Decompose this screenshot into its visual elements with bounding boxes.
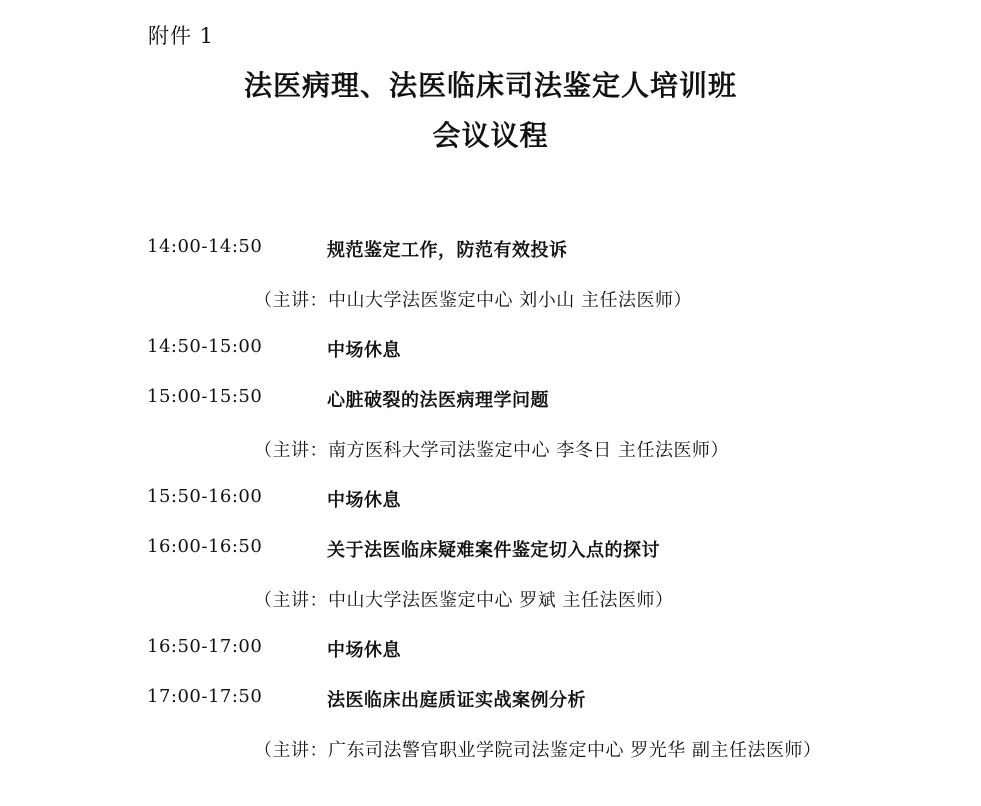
agenda-speaker: [0, 586, 981, 616]
agenda-speaker: [0, 736, 981, 766]
session-time: 14:00-14:50: [147, 236, 263, 257]
session-time: 16:00-16:50: [147, 536, 263, 557]
session-time: 16:50-17:00: [147, 636, 263, 657]
speaker-info: （主讲：南方医科大学司法鉴定中心 李冬日 主任法医师）: [254, 440, 729, 461]
session-topic: 中场休息: [327, 490, 401, 511]
session-time: 14:50-15:00: [147, 336, 263, 357]
session-topic: 心脏破裂的法医病理学问题: [327, 390, 549, 411]
document-title: 法医病理、法医临床司法鉴定人培训班: [243, 69, 737, 102]
speaker-info: （主讲：中山大学法医鉴定中心 罗斌 主任法医师）: [254, 590, 674, 611]
agenda-speaker: [0, 436, 981, 466]
agenda-break: [0, 336, 981, 366]
speaker-info: （主讲：广东司法警官职业学院司法鉴定中心 罗光华 副主任法医师）: [254, 740, 822, 761]
session-topic: 规范鉴定工作，防范有效投诉: [327, 240, 568, 261]
agenda-session: [0, 236, 981, 266]
session-time: 15:00-15:50: [147, 386, 263, 407]
agenda-session: [0, 536, 981, 566]
session-topic: 关于法医临床疑难案件鉴定切入点的探讨: [327, 540, 660, 561]
session-topic: 中场休息: [327, 340, 401, 361]
speaker-info: （主讲：中山大学法医鉴定中心 刘小山 主任法医师）: [254, 290, 692, 311]
agenda-break: [0, 486, 981, 516]
document-subtitle: 会议议程: [432, 119, 549, 152]
session-topic: 中场休息: [327, 640, 401, 661]
agenda-break: [0, 636, 981, 666]
agenda-session: [0, 686, 981, 716]
session-topic: 法医临床出庭质证实战案例分析: [327, 690, 586, 711]
agenda-session: [0, 386, 981, 416]
attachment-label: 附件 1: [148, 24, 215, 48]
session-time: 15:50-16:00: [147, 486, 263, 507]
agenda-speaker: [0, 286, 981, 316]
session-time: 17:00-17:50: [147, 686, 263, 707]
